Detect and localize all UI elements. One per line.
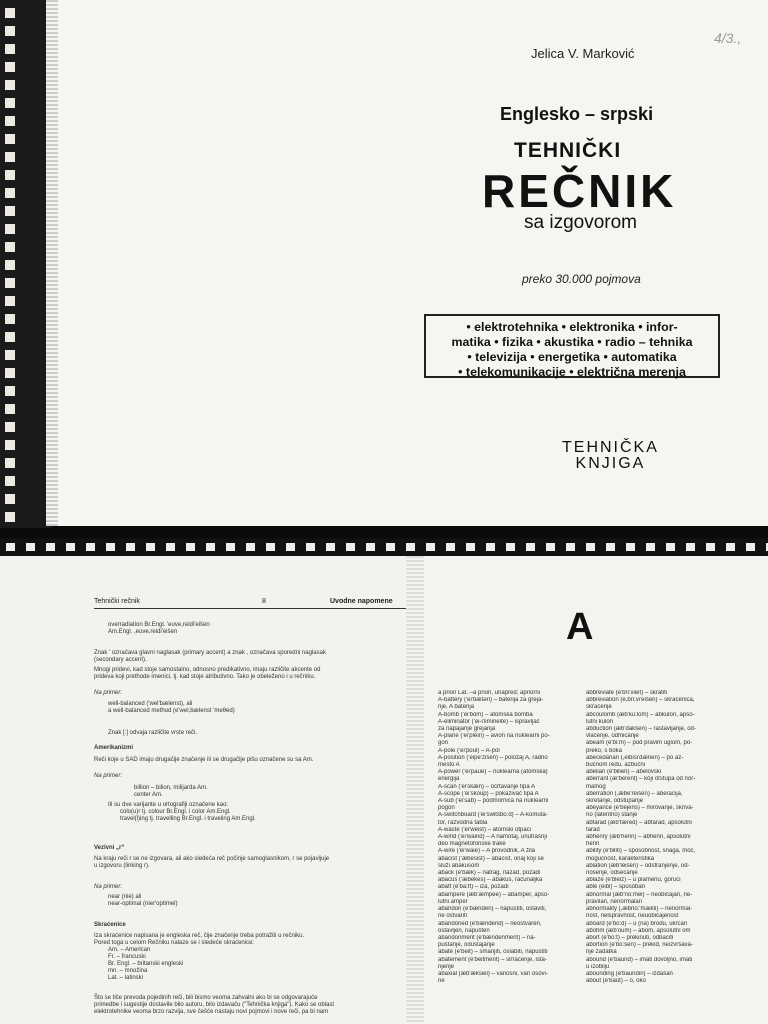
dictionary-line: nje zadatka xyxy=(586,949,617,956)
dictionary-line: služi abakusom xyxy=(438,862,480,869)
dictionary-line: mesto A xyxy=(438,762,460,769)
sprocket-hole xyxy=(166,543,175,551)
dictionary-line: abbreviation (e,bri:vi'eišen) – skraćenica, xyxy=(586,697,695,704)
sprocket-hole xyxy=(566,543,575,551)
sprocket-hole xyxy=(5,512,15,522)
dictionary-line: henri xyxy=(586,841,600,848)
dictionary-line: A-scope ('ei'skoup) – pokazivač tipa A xyxy=(438,790,539,797)
dictionary-line: tor, razvodna tabla xyxy=(438,819,488,826)
dictionary-line: nost, nelspravnost, neuobičajenost xyxy=(586,913,679,920)
dictionary-line: ability (e'biliti) – sposobnost, snaga, moć, xyxy=(586,848,696,855)
dictionary-line: abort (e'bo:t) – prekinuti, odbaciti xyxy=(586,934,674,941)
dictionary-line: abnormal (æb'no:mel) – neobičajan, ne- xyxy=(586,891,693,898)
dictionary-line: lutni amper xyxy=(438,898,468,905)
dictionary-line: abandoned (e'bændend) – neostvaren, xyxy=(438,920,542,927)
dictionary-line: aberration (,æbe'reišen) – aberacija, xyxy=(586,790,683,797)
text-line: a well-balanced method (e'wel,bælenst 'meθed) xyxy=(108,708,235,714)
sprocket-hole xyxy=(5,260,15,270)
sprocket-hole xyxy=(126,543,135,551)
sprocket-hole xyxy=(46,543,55,551)
text-line: Znak [:] odvaja različite vrste reči. xyxy=(108,730,198,736)
dictionary-line: A-power ('ei'paue) – nuklearna (atomska) xyxy=(438,769,548,776)
dictionary-line: aboard (e'bo:d) – u (na) brodu, ukrcan xyxy=(586,920,688,927)
text-line: Vezivni „r“ xyxy=(94,845,125,851)
sprocket-hole xyxy=(626,543,635,551)
dictionary-line: aback (e'bæk) – natrag, nazad, pozadi xyxy=(438,870,541,877)
text-line: mn. – množina xyxy=(108,968,148,974)
dictionary-line: A-plane ('ei'plein) – avion na nuklearni po- xyxy=(438,733,550,740)
sprocket-hole xyxy=(526,543,535,551)
sprocket-hole xyxy=(5,422,15,432)
sprocket-hole xyxy=(5,296,15,306)
sprocket-hole xyxy=(206,543,215,551)
dictionary-line: A-waste ('ei'weist) – atomski otpaci xyxy=(438,826,531,833)
text-line: u izgovoru (linking r). xyxy=(94,863,150,869)
dictionary-line: abhenry (æb'henri) – abhenri, apsolutni xyxy=(586,834,691,841)
sprocket-hole xyxy=(5,278,15,288)
sprocket-hole xyxy=(146,543,155,551)
publisher-line-2: KNJIGA xyxy=(575,455,646,472)
sprocket-hole xyxy=(66,543,75,551)
fields-line: matika • fizika • akustika • radio – tehnika xyxy=(451,335,693,349)
cover-page xyxy=(46,0,768,526)
sprocket-hole xyxy=(306,543,315,551)
dictionary-line: abohm (æb'oum) – abom, apsolutni om xyxy=(586,927,691,934)
author: Jelica V. Marković xyxy=(531,46,635,61)
text-line: primedbe i sugestije dostavile bilo autoru, bilo izdavaču ("Tehnička knjiga"). Kako se oblast xyxy=(94,1002,335,1008)
sprocket-hole xyxy=(406,543,415,551)
text-line: near-optimal (nier'optimel) xyxy=(108,901,178,907)
dictionary-line: abelian (e'bilien) – abelovski xyxy=(586,769,662,776)
dictionary-line: aberrant (æ'berent) – koji otstupa od nor- xyxy=(586,776,696,783)
dictionary-line: A-wire ('ei'waie) – A provodnik, A žila xyxy=(438,848,536,855)
text-line: billion – bilion, milijarda Am. xyxy=(134,785,208,791)
text-line: Reči koje u SAD imaju drugačije značenje ili se drugačije pišu označene su sa Am. xyxy=(94,757,314,763)
sprocket-hole xyxy=(246,543,255,551)
dictionary-line: abeyance (e'bejens) – mirovanje, skriva- xyxy=(586,805,694,812)
dictionary-line: a priori Lat. –a priori, unapred; apriorni xyxy=(438,690,541,696)
page-edge xyxy=(414,556,424,1024)
text-line: center Am. xyxy=(134,792,163,798)
publisher-line-1: TEHNIČKA xyxy=(562,439,659,456)
dictionary-line: energija xyxy=(438,776,460,783)
sprocket-hole xyxy=(5,62,15,72)
dictionary-line: A-battery ('ei'bætəri) – baterija za greja- xyxy=(438,697,544,704)
dictionary-line: ne xyxy=(438,978,445,985)
text-line: Br. Engl. – britanski engleski xyxy=(108,961,184,967)
sprocket-hole xyxy=(5,98,15,108)
sprocket-hole xyxy=(5,494,15,504)
dictionary-line: nošenje, odsecanje xyxy=(586,870,638,877)
dictionary-line: abatement (e'beitment) – slrraćenje, ista- xyxy=(438,956,547,963)
sprocket-hole xyxy=(5,386,15,396)
dictionary-line: abcoulomb (æb'ku:lom) – abkulon, apso- xyxy=(586,711,695,718)
dictionary-line: abaft (e'ba:ft) – iza, pozadi xyxy=(438,884,509,891)
text-line: Što se tiče prevoda pojedinih reči, bili bismo veoma zahvalni ako bi se odgovarajuće xyxy=(94,995,318,1001)
dictionary-line: ablation (æb'leišen) – odstranjenje, od- xyxy=(586,862,690,869)
dictionary-line: ostavljen, napušten xyxy=(438,927,490,934)
sprocket-hole xyxy=(5,116,15,126)
sprocket-hole xyxy=(186,543,195,551)
text-line: Na primer: xyxy=(94,884,123,890)
dictionary-line: preko, s boka xyxy=(586,747,623,754)
dictionary-line: vlačenje, odmicanje xyxy=(586,733,639,740)
sprocket-hole xyxy=(486,543,495,551)
dictionary-line: pogon xyxy=(438,805,455,812)
title-line-3: REČNIK xyxy=(482,165,677,217)
sprocket-hole xyxy=(726,543,735,551)
dictionary-line: malnog xyxy=(586,783,606,790)
sprocket-hole xyxy=(6,543,15,551)
dictionary-line: abacus ('æbekes) – abakus, računaljka xyxy=(438,877,543,884)
dictionary-line: abound (e'baund) – imati dovoljno, imati xyxy=(586,956,693,963)
text-line: well-balanced ('wel'bælenst), ali xyxy=(108,701,193,707)
sprocket-hole xyxy=(5,26,15,36)
sprocket-hole xyxy=(366,543,375,551)
sprocket-hole xyxy=(506,543,515,551)
sprocket-hole xyxy=(5,170,15,180)
dictionary-line: A-scan ('ei'skæn) – ocrtavanje tipa A xyxy=(438,783,536,790)
text-line: Fr. – francuski xyxy=(108,954,146,960)
text-line: near (nie) ali xyxy=(108,894,142,900)
film-strip xyxy=(0,538,768,556)
page-edge xyxy=(46,0,58,526)
dictionary-line: abandon (e'bænden) – napustiti, ostaviti, xyxy=(438,906,547,913)
sprocket-hole xyxy=(5,188,15,198)
section-letter: A xyxy=(566,606,594,648)
sprocket-hole xyxy=(266,543,275,551)
sprocket-hole xyxy=(466,543,475,551)
sprocket-hole xyxy=(326,543,335,551)
dictionary-line: bučnom redu, azbučni xyxy=(586,762,646,769)
sprocket-hole xyxy=(5,404,15,414)
dictionary-line: abampere (æb'æmpee) – abamper, apso- xyxy=(438,891,550,898)
sprocket-hole xyxy=(5,152,15,162)
title-line-1: Englesko – srpski xyxy=(500,104,654,124)
dictionary-line: farad xyxy=(586,826,600,833)
dictionary-line: u izobilju xyxy=(586,963,610,970)
sprocket-hole xyxy=(606,543,615,551)
text-line: prideva koji prethode imenici, tj. kad stoje atributivno. Tako je obeleženo i u rečniku. xyxy=(94,674,316,680)
dictionary-line: abounding (e'baundin) – izdašan xyxy=(586,970,673,977)
scan-film-strip xyxy=(0,0,52,528)
dictionary-line: able (eibl) – sposoban xyxy=(586,884,646,891)
text-line: Am. – American xyxy=(108,947,151,953)
dictionary-line: njenje xyxy=(438,963,455,970)
dictionary-line: abandonment (e'bændenment) – na- xyxy=(438,934,536,941)
text-line: Na primer: xyxy=(94,690,123,696)
dictionary-line: skraćenje xyxy=(586,704,612,711)
sprocket-hole xyxy=(426,543,435,551)
dictionary-line: puštanje, odustajanje xyxy=(438,942,495,949)
dictionary-line: lutni kulon xyxy=(586,718,614,725)
handwritten-mark: 4/3., xyxy=(714,30,742,46)
text-line: overradiation Br.Engl. 'euve,reidi'eišen xyxy=(108,622,210,628)
page-edge xyxy=(406,556,414,1024)
running-header-section: Uvodne napomene xyxy=(330,598,393,605)
publisher-logo xyxy=(562,440,659,472)
sprocket-hole xyxy=(386,543,395,551)
header-rule xyxy=(94,608,406,609)
sprocket-hole xyxy=(5,242,15,252)
dictionary-line: A-eliminator ('ei-i'limineite) – ispravljač xyxy=(438,718,540,725)
sprocket-hole xyxy=(706,543,715,551)
sprocket-hole xyxy=(5,44,15,54)
sprocket-hole xyxy=(346,543,355,551)
sprocket-hole xyxy=(106,543,115,551)
text-line: colo(u)r tj. colour Br.Engl. i color Am.Engl. xyxy=(120,809,231,815)
fields-line: • telekomunikacije • električna merenja xyxy=(458,365,686,379)
dictionary-line: about (e'baut) – o, oko xyxy=(586,978,646,985)
dictionary-line: ablaze (e'bleiz) – u plamenu, goruci xyxy=(586,877,681,884)
dictionary-line: ne ostvariti xyxy=(438,913,468,920)
sprocket-hole xyxy=(5,458,15,468)
text-line: elektrotehnike veoma brzo razvija, sve češće nastaju novi pojmovi i nove reči, pa bi nam xyxy=(94,1009,329,1015)
dictionary-line: za napajanje grejanja xyxy=(438,726,496,733)
sprocket-hole xyxy=(26,543,35,551)
sprocket-hole xyxy=(5,350,15,360)
dictionary-line: abduction (æb'dakšen) – rastavljanje, od- xyxy=(586,726,696,733)
sprocket-hole xyxy=(286,543,295,551)
text-line: travel(l)ing tj. travelling Br.Engl. i traveling Am.Engl. xyxy=(120,816,256,822)
text-line: Mnogi pridevi, kad stoje samostalno, odnosno predikativno, imaju različite akcente od xyxy=(94,667,321,673)
sprocket-hole xyxy=(5,332,15,342)
sprocket-hole xyxy=(686,543,695,551)
dictionary-line: A-pole ('ei'poul) – A-pol xyxy=(438,747,500,754)
dictionary-column-1 xyxy=(438,690,608,985)
text-line: Ili su dve varijante u ortografiji označene kao: xyxy=(108,802,229,808)
sprocket-hole xyxy=(226,543,235,551)
dictionary-line: A-switchboard ('ei'switšbo:d) – A-komuta- xyxy=(438,812,548,819)
sprocket-hole xyxy=(446,543,455,551)
sprocket-hole xyxy=(5,476,15,486)
dictionary-line: abnormality (,æbno:'mæliti) – nenormal- xyxy=(586,906,693,913)
sprocket-hole xyxy=(546,543,555,551)
dictionary-line: abortion (e'bo:šen) – prekid, neizvršava- xyxy=(586,942,693,949)
title-line-4: sa izgovorom xyxy=(524,212,637,233)
dictionary-column-2 xyxy=(586,690,756,985)
sprocket-hole xyxy=(5,206,15,216)
sprocket-hole xyxy=(86,543,95,551)
fields-box xyxy=(424,314,720,378)
dictionary-line: nje, A baterija xyxy=(438,704,475,711)
text-line: (secondary accent). xyxy=(94,657,147,663)
sprocket-hole xyxy=(5,8,15,18)
dictionary-line: A-position ('eipe'zišen) – položaj A, radno xyxy=(438,754,548,761)
sprocket-hole xyxy=(5,224,15,234)
dictionary-line: abecedarian (,eibisi'dærien) – po az- xyxy=(586,754,684,761)
sprocket-hole xyxy=(646,543,655,551)
dictionary-line: abate (e'beit) – smanjiti, oslabiti, napustiti xyxy=(438,949,548,956)
dictionary-line: mogućnost, karakteristika xyxy=(586,855,655,862)
text-line: Lat. – latinski xyxy=(108,975,144,981)
text-line: Amerikanizmi xyxy=(94,745,134,751)
sprocket-hole xyxy=(5,80,15,90)
sprocket-hole xyxy=(5,440,15,450)
text-line: Na kraju reči r se ne izgovara, ali ako sledeća reč počinje samoglasnikom, r se pojavljuje xyxy=(94,856,330,862)
sprocket-hole xyxy=(746,543,755,551)
dictionary-line: abeam (e'bi:m) – pod pravim uglom, po- xyxy=(586,740,693,747)
dictionary-line: gon xyxy=(438,740,449,747)
fields-line: • elektrotehnika • elektronika • infor- xyxy=(466,320,678,334)
dictionary-line: deo magnetofonske trake xyxy=(438,841,506,848)
dictionary-line: abaxial (æb'æksiel) – vanosni, van osovi- xyxy=(438,970,548,977)
sprocket-hole xyxy=(5,134,15,144)
dictionary-line: no (latentno) stanje xyxy=(586,812,638,819)
text-line: Iza skraćenice napisana je engleska reč, čije značenje treba potražiti u rečniku. xyxy=(94,933,305,939)
running-header-title: Tehnički rečnik xyxy=(94,598,140,605)
text-line: Skraćenice xyxy=(94,922,126,928)
text-line: Na primer: xyxy=(94,773,123,779)
sprocket-hole xyxy=(5,368,15,378)
dictionary-line: A-bomb ('ei'bom) – atomska bomba xyxy=(438,711,533,718)
entry-count: preko 30.000 pojmova xyxy=(522,272,641,286)
sprocket-hole xyxy=(5,314,15,324)
dictionary-line: abfarad (æb'færed) – abfarad, apsolutni xyxy=(586,819,692,826)
text-line: Am.Engl. ,euve,reidi'eišen xyxy=(108,629,178,635)
page-number: 8 xyxy=(262,598,266,605)
sprocket-hole xyxy=(666,543,675,551)
fields-line: • televizija • energetika • automatika xyxy=(467,350,677,364)
text-line: Pored toga u celom Rečniku nalaze se i sledeće skraćenice: xyxy=(94,940,255,946)
dictionary-line: skretanje, odstupanje xyxy=(586,798,644,805)
title-line-2: TEHNIČKI xyxy=(514,139,622,162)
text-line: Znak ' označava glavni naglasak (primary accent) a znak , označava sporedni naglasak xyxy=(94,650,326,656)
dictionary-line: pravilan, nenormalan xyxy=(586,898,643,905)
dictionary-line: abbreviate (e'bri:vieit) – skratiti xyxy=(586,690,668,696)
dictionary-line: A-sub ('ei'sab) – podmornica na nuklearni xyxy=(438,798,549,805)
dictionary-line: abacist ('æbesist) – abacist, onaj koji se xyxy=(438,855,544,862)
sprocket-hole xyxy=(586,543,595,551)
dictionary-line: A-wind ('ei'waind) – A namotaj, unutrašnji xyxy=(438,834,548,841)
